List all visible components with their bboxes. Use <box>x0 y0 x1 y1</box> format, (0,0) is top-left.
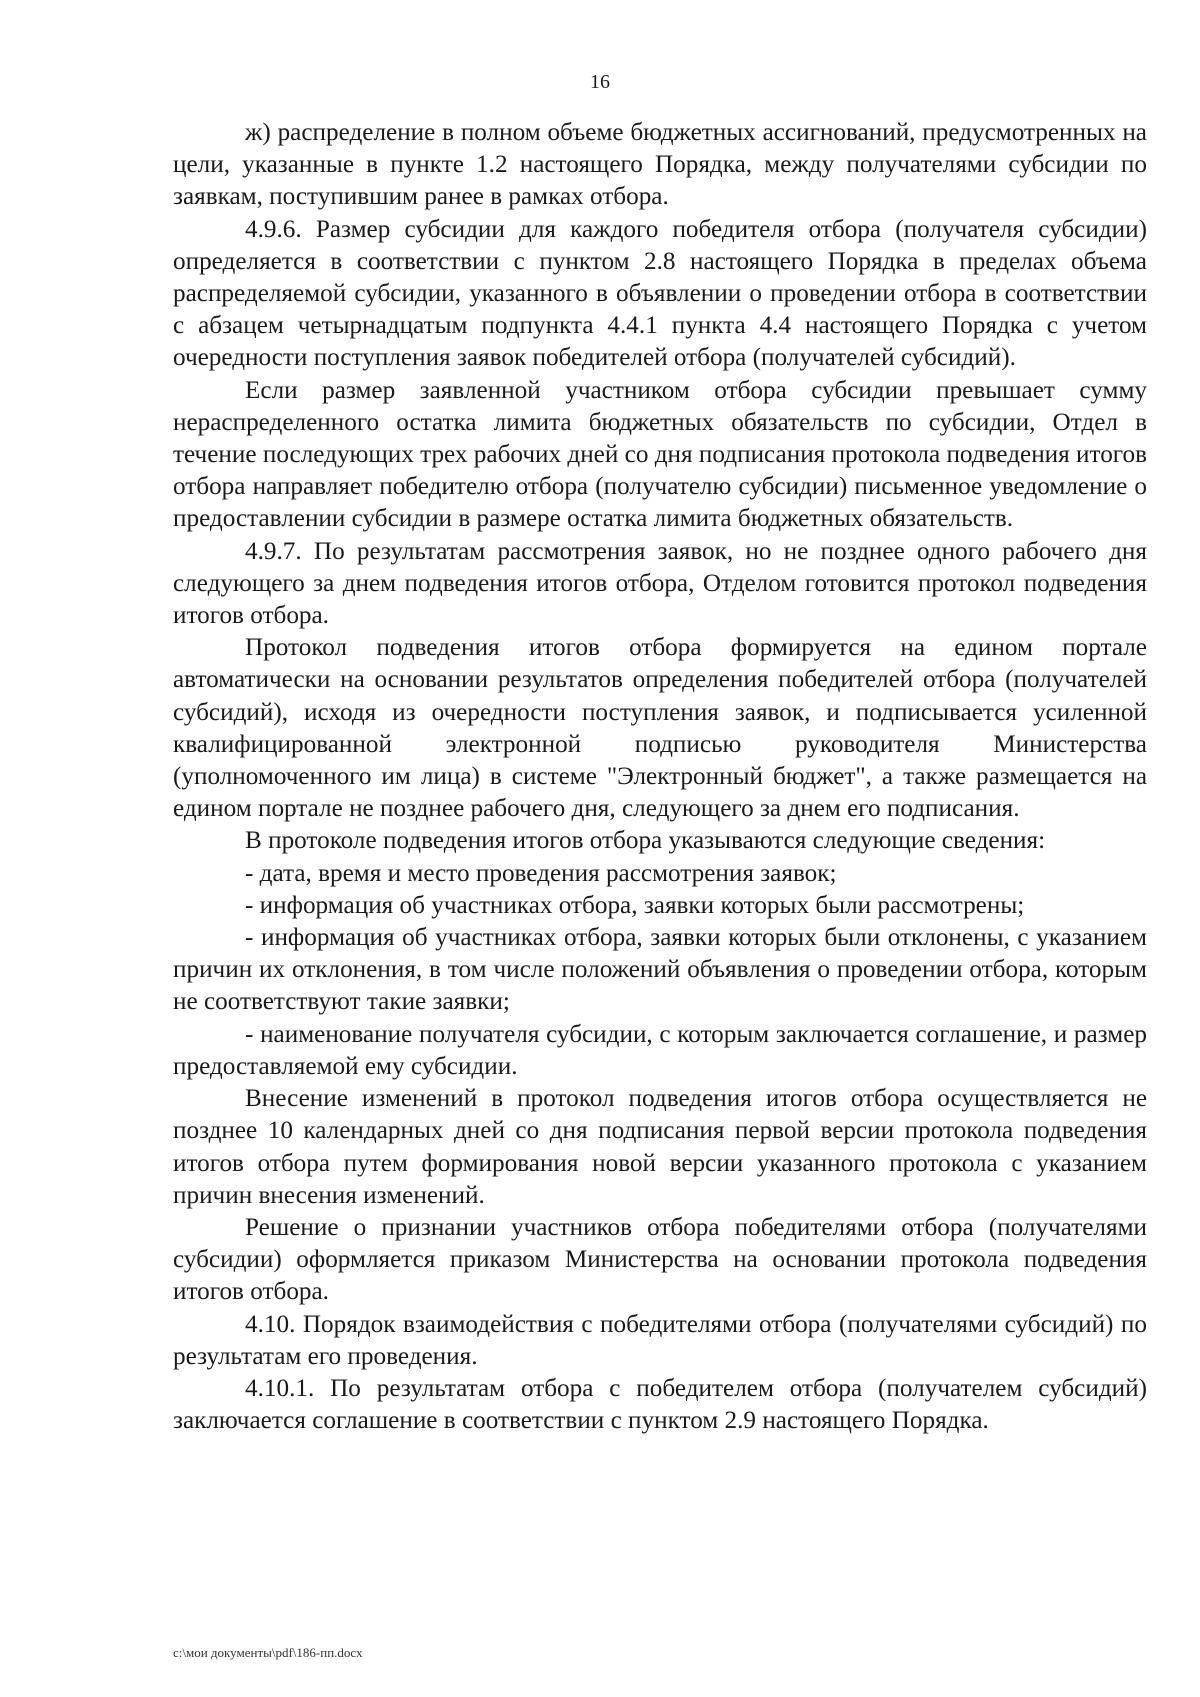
paragraph-item-zh: ж) распределение в полном объеме бюджетных ассигнований, предусмотренных на цели, указанные в пункте 1.2 настоящего Порядка, между получателями субсидии по заявкам, поступившим ранее в рамках отбора. <box>173 119 1147 211</box>
paragraph-subsidy-excess: Если размер заявленной участником отбора субсидии превышает сумму нераспределенного остатка лимита бюджетных обязательств по субсидии, Отдел в течение последующих трех рабочих дней со дня подписания протокола подведения итогов отбора направляет победителю отбора (получателю субсидии) письменное уведомление о предоставлении субсидии в размере остатка лимита бюджетных обязательств. <box>173 376 1147 533</box>
paragraph-4-9-7: 4.9.7. По результатам рассмотрения заявок, но не позднее одного рабочего дня следующего за днем подведения итогов отбора, Отделом готовится протокол подведения итогов отбора. <box>173 537 1147 630</box>
list-item-date-time-place: - дата, время и место проведения рассмотрения заявок; <box>245 859 837 887</box>
paragraph-4-9-6: 4.9.6. Размер субсидии для каждого победителя отбора (получателя субсидии) определяется в соответствии с пунктом 2.8 настоящего Порядка в пределах объема распределяемой субсидии, указанного в объявлении о проведении отбора в соответствии с абзацем четырнадцатым подпункта 4.4.1 пункта 4.4 настоящего Порядка с учетом очередности поступления заявок победителей отбора (получателей субсидий). <box>173 215 1147 372</box>
page-number: 16 <box>590 71 610 93</box>
paragraph-winners-decision: Решение о признании участников отбора победителями отбора (получателями субсидии) оформляется приказом Министерства на основании протокола подведения итогов отбора. <box>173 1213 1147 1306</box>
list-item-reviewed-participants: - информация об участниках отбора, заявки которых были рассмотрены; <box>245 891 1025 919</box>
list-item-rejected-participants: - информация об участниках отбора, заявки которых были отклонены, с указанием причин их отклонения, в том числе положений объявления о проведении отбора, которым не соответствуют такие заявки; <box>173 924 1147 1016</box>
list-item-recipient-name: - наименование получателя субсидии, с которым заключается соглашение, и размер предоставляемой ему субсидии. <box>173 1020 1147 1080</box>
document-body <box>173 117 1147 1437</box>
paragraph-protocol-changes: Внесение изменений в протокол подведения итогов отбора осуществляется не позднее 10 календарных дней со дня подписания первой версии протокола подведения итогов отбора путем формирования новой версии указанного протокола с указанием причин внесения изменений. <box>173 1085 1147 1209</box>
footer-file-path: c:\мои документы\pdf\186-пп.docx <box>173 1645 363 1660</box>
paragraph-protocol-formation: Протокол подведения итогов отбора формируется на едином портале автоматически на основании результатов определения победителей отбора (получателей субсидий), исходя из очередности поступления заявок, и подписывается усиленной квалифицированной электронной подписью руководителя Министерства (уполномоченного им лица) в системе "Электронный бюджет", а также размещается на едином портале не позднее рабочего дня, следующего за днем его подписания. <box>173 634 1147 823</box>
paragraph-4-10-1: 4.10.1. По результатам отбора с победителем отбора (получателем субсидий) заключается соглашение в соответствии с пунктом 2.9 настоящего Порядка. <box>173 1374 1147 1435</box>
paragraph-protocol-contents: В протоколе подведения итогов отбора указываются следующие сведения: <box>245 827 1046 855</box>
paragraph-4-10: 4.10. Порядок взаимодействия с победителями отбора (получателями субсидий) по результатам его проведения. <box>173 1310 1147 1370</box>
